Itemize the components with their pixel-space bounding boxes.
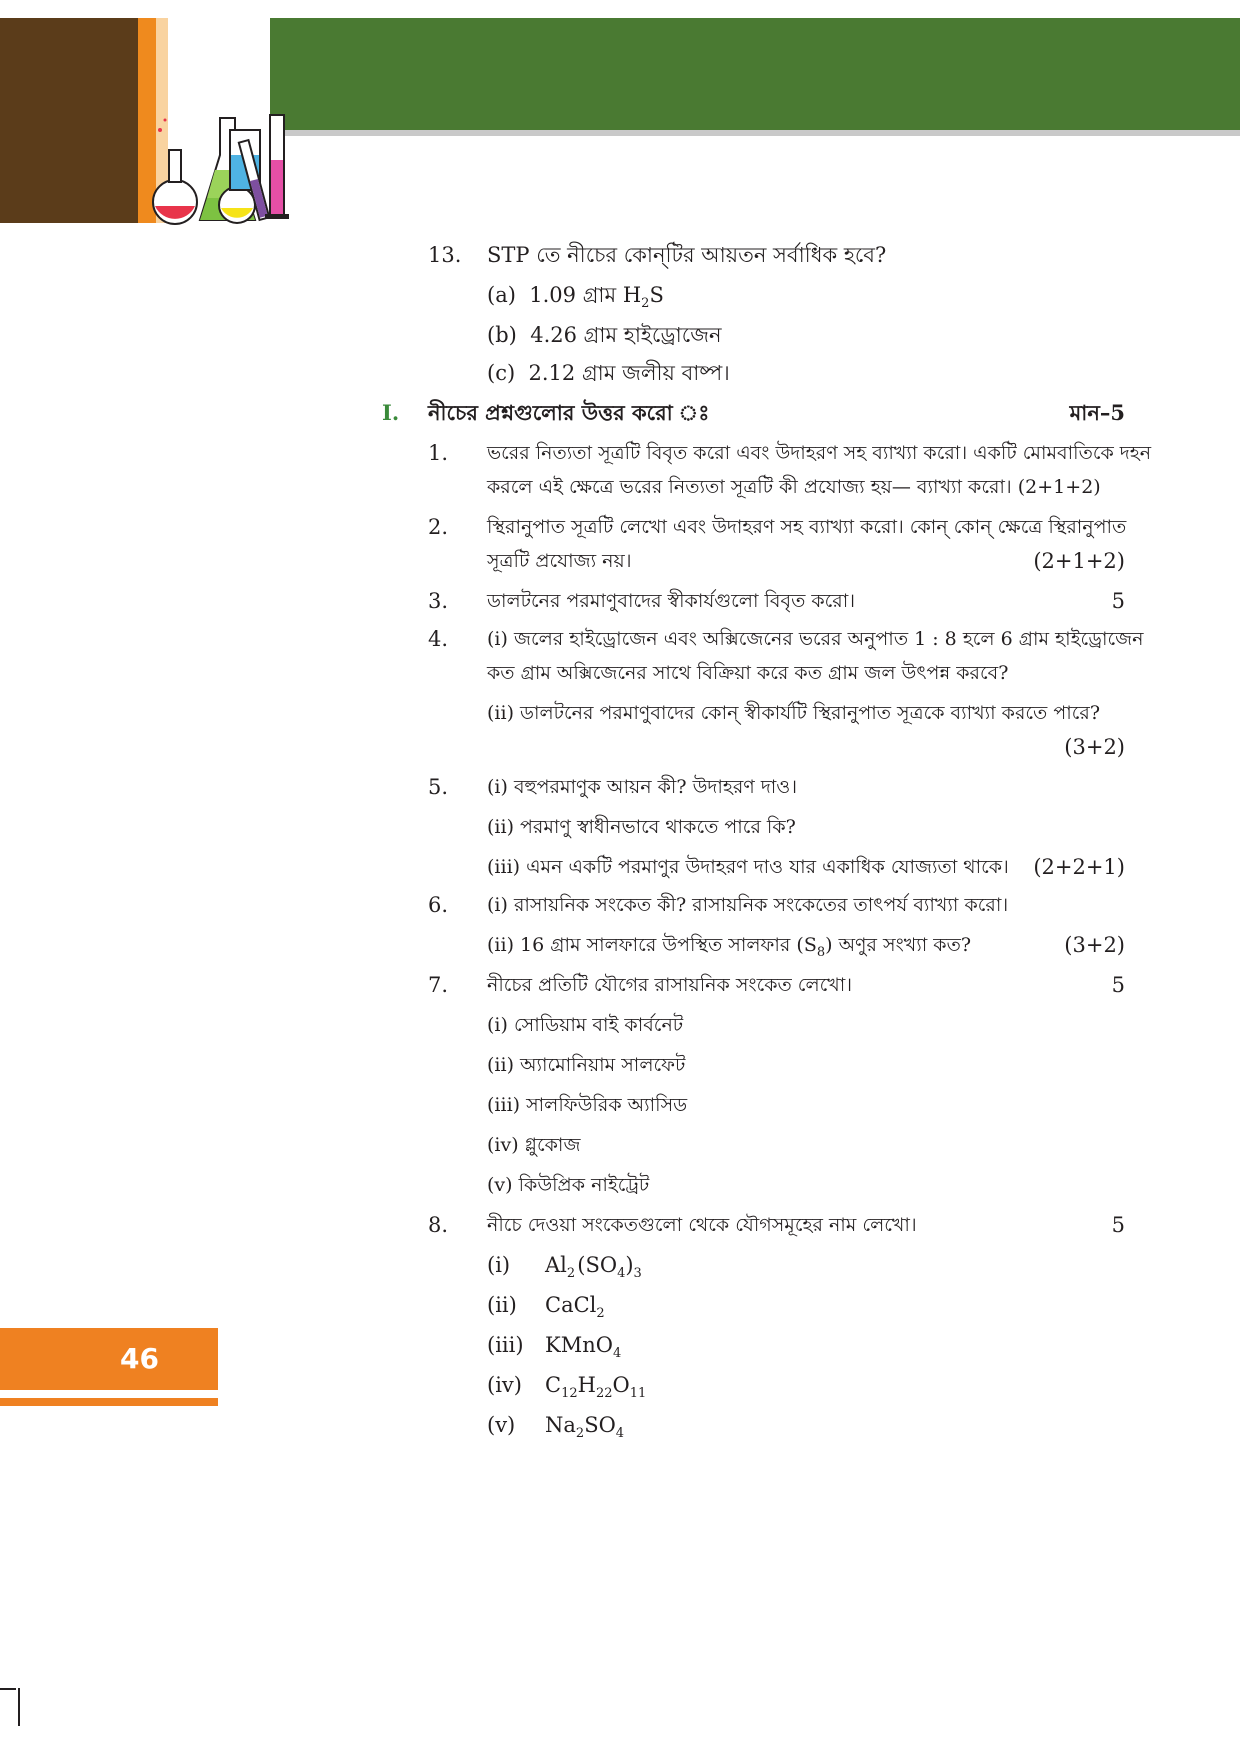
q6-line2-tail: ) অণুর সংখ্যা কত? [825,934,972,956]
q7-item: (i) সোডিয়াম বাই কার্বনেট [487,1014,684,1036]
crop-mark [0,1688,16,1690]
q13-option-b [487,320,722,350]
q8-formula-sucrose: $C_{12}H_{22}O_{11}$ [545,1373,647,1401]
q8-formula-kmno4: KMnO$_4$ [545,1333,622,1361]
q1-number: 1. [428,441,449,465]
q4-line1: (i) জলের হাইড্রোজেন এবং অক্সিজেনের ভরের অনুপাত 1 : 8 হলে 6 গ্রাম হাইড্রোজেন [487,628,1144,650]
q4-line3: (ii) ডালটনের পরমাণুবাদের কোন্‌ স্বীকার্যটি স্থিরানুপাত সূত্রকে ব্যাখ্যা করতে পারে? [487,702,1101,724]
q8-formula-al2so43: $Al_2$ $(SO_4)_3$ [545,1253,642,1281]
option-label: (a) [487,283,516,307]
q8-label: (i) [487,1253,511,1277]
option-label: (b) [487,323,517,347]
q5-marks: (2+2+1) [1033,855,1125,879]
q5-line2: (ii) পরমাণু স্বাধীনভাবে থাকতে পারে কি? [487,816,796,838]
q4-line2: কত গ্রাম অক্সিজেনের সাথে বিক্রিয়া করে কত গ্রাম জল উৎপন্ন করবে? [487,662,1009,684]
q6-line2 [487,930,971,960]
header-green-bar [270,18,1240,130]
q13-option-c [487,358,730,388]
q5-number: 5. [428,775,449,799]
q1-line2: করলে এই ক্ষেত্রে ভরের নিত্যতা সূত্রটি কী প্রযোজ্য হয়— ব্যাখ্যা করো। (2+1+2) [487,476,1101,498]
crop-mark [18,1688,20,1726]
q7-item: (ii) অ্যামোনিয়াম সালফেট [487,1054,686,1076]
q6-number: 6. [428,893,449,917]
option-label: (c) [487,361,516,385]
option-text-tail: S [649,283,664,307]
q8-marks: 5 [1111,1213,1125,1237]
q7-item: (iv) গ্লুকোজ [487,1134,581,1156]
option-subscript: 2 [641,296,650,311]
q13-option-a [487,280,664,310]
option-text: 2.12 গ্রাম জলীয় বাষ্প। [528,361,730,385]
q5-line1: (i) বহুপরমাণুক আয়ন কী? উদাহরণ দাও। [487,776,798,798]
section-label: I. [382,400,400,425]
section-marks: মান–5 [1069,400,1125,425]
q8-line1: নীচে দেওয়া সংকেতগুলো থেকে যৌগসমূহের নাম লেখো। [487,1214,917,1236]
header-brown-block [0,18,138,223]
option-text: 4.26 গ্রাম হাইড্রোজেন [530,323,722,347]
q6-line1: (i) রাসায়নিক সংকেত কী? রাসায়নিক সংকেতের তাৎপর্য ব্যাখ্যা করো। [487,894,1009,916]
q7-line1: নীচের প্রতিটি যৌগের রাসায়নিক সংকেত লেখো। [487,974,853,996]
section-heading: নীচের প্রশ্নগুলোর উত্তর করো ঃ [428,400,710,425]
q4-number: 4. [428,627,449,651]
q8-number: 8. [428,1213,449,1237]
q7-marks: 5 [1111,973,1125,997]
q8-formula-cacl2: CaCl$_2$ [545,1293,605,1321]
q6-line2-subscript: 8 [816,945,826,960]
q6-line2-text: (ii) 16 গ্রাম সালফারে উপস্থিত সালফার (S [487,934,817,956]
lab-glassware-icon [145,110,310,228]
q8-label: (iii) [487,1333,524,1357]
q8-label: (ii) [487,1293,517,1317]
q2-line1: স্থিরানুপাত সূত্রটি লেখো এবং উদাহরণ সহ ব্যাখ্যা করো। কোন্‌ কোন্‌ ক্ষেত্রে স্থিরানুপাত [487,516,1127,538]
q7-item: (iii) সালফিউরিক অ্যাসিড [487,1094,688,1116]
q7-number: 7. [428,973,449,997]
q5-line3: (iii) এমন একটি পরমাণুর উদাহরণ দাও যার একাধিক যোজ্যতা থাকে। [487,856,1009,878]
q8-label: (v) [487,1413,516,1437]
q13-text: STP তে নীচের কোন্‌টির আয়তন সর্বাধিক হবে? [487,243,887,267]
q2-line2: সূত্রটি প্রযোজ্য নয়। [487,550,632,572]
q13-number: 13. [428,243,462,267]
q8-formula-na2so4: $Na_2SO_4$ [545,1413,625,1441]
q1-line1: ভরের নিত্যতা সূত্রটি বিবৃত করো এবং উদাহরণ সহ ব্যাখ্যা করো। একটি মোমবাতিকে দহন [487,442,1152,464]
q3-line1: ডালটনের পরমাণুবাদের স্বীকার্যগুলো বিবৃত করো। [487,590,856,612]
page-number-underline [0,1398,218,1406]
q2-number: 2. [428,515,449,539]
q4-marks: (3+2) [1064,735,1125,759]
q2-marks: (2+1+2) [1033,549,1125,573]
q3-marks: 5 [1111,589,1125,613]
page-number: 46 [120,1342,159,1375]
option-text: 1.09 গ্রাম H [529,283,642,307]
q6-marks: (3+2) [1064,933,1125,957]
q8-label: (iv) [487,1373,522,1397]
header-green-shadow [270,130,1240,136]
q3-number: 3. [428,589,449,613]
q7-item: (v) কিউপ্রিক নাইট্রেট [487,1174,650,1196]
